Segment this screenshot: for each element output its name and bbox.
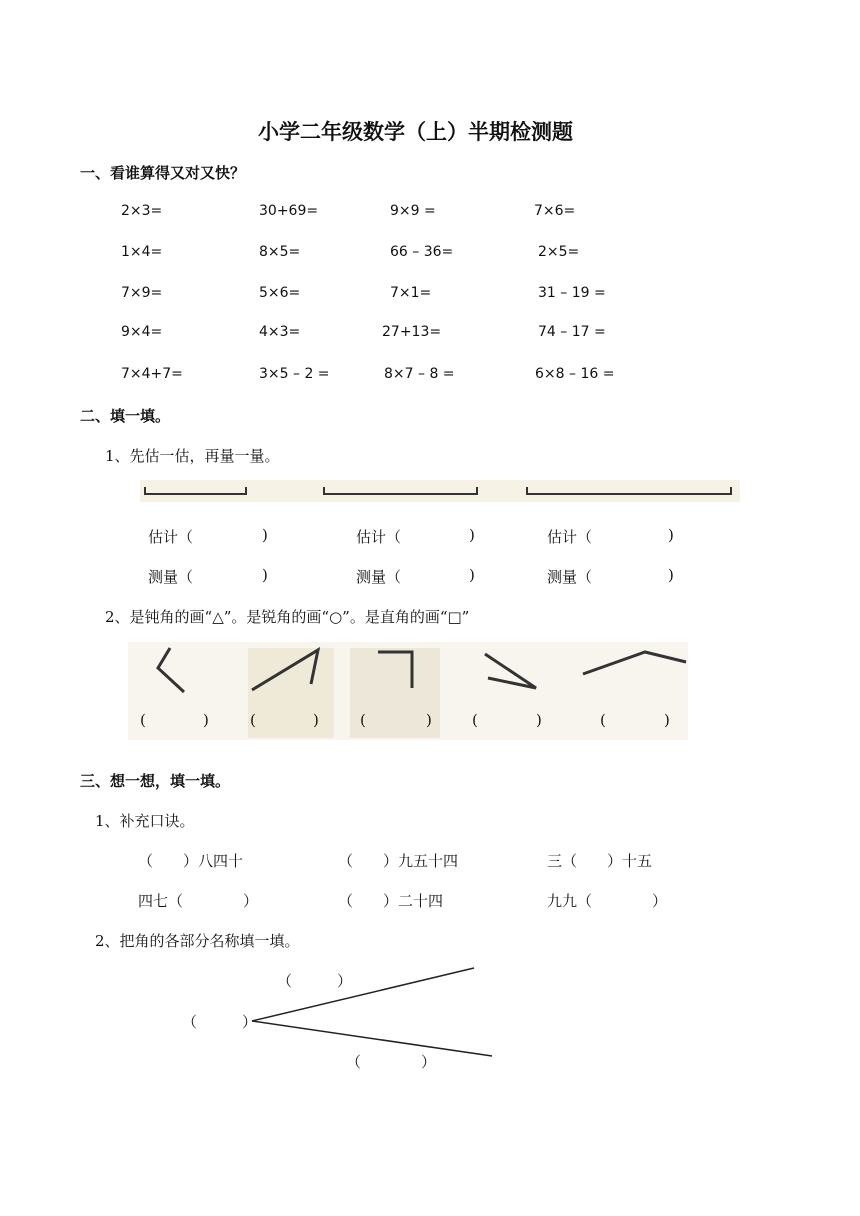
estimate-close: ) xyxy=(262,526,268,544)
estimate-label: 估计（ xyxy=(547,528,593,546)
bracket-open: ( xyxy=(140,711,146,729)
problem: 2×5= xyxy=(538,244,580,260)
bracket-close: ) xyxy=(426,711,432,729)
problem: 8×7 – 8 = xyxy=(384,366,455,382)
bracket-close: ) xyxy=(203,711,209,729)
measure-close: ) xyxy=(262,566,268,584)
problem: 9×4= xyxy=(121,324,163,340)
rhyme-item: 九九（ ） xyxy=(547,892,668,910)
rhyme-item: （ ）九五十四 xyxy=(338,852,459,870)
blank-side: （ ） xyxy=(346,1053,437,1071)
problem: 7×4+7= xyxy=(121,366,183,382)
problem: 3×5 – 2 = xyxy=(259,366,330,382)
problem: 7×9= xyxy=(121,285,163,301)
problem: 7×1= xyxy=(390,285,432,301)
bracket-close: ) xyxy=(664,711,670,729)
bracket-close: ) xyxy=(313,711,319,729)
problem: 5×6= xyxy=(259,285,301,301)
problem: 31 – 19 = xyxy=(538,285,606,301)
bracket-close: ) xyxy=(536,711,542,729)
problem: 66 – 36= xyxy=(390,244,454,260)
problem: 4×3= xyxy=(259,324,301,340)
scan-background xyxy=(140,480,740,502)
problem: 74 – 17 = xyxy=(538,324,606,340)
bracket-open: ( xyxy=(600,711,606,729)
blank-side: （ ） xyxy=(277,972,353,990)
measure-close: ) xyxy=(668,566,674,584)
question-prompt: 1、先估一估，再量一量。 xyxy=(105,447,280,465)
blank-vertex: （ ） xyxy=(182,1013,258,1031)
problem: 9×9 = xyxy=(390,203,436,219)
bracket-open: ( xyxy=(360,711,366,729)
angle-parts-diagram xyxy=(0,960,860,1060)
section2-heading: 二、填一填。 xyxy=(80,407,171,425)
estimate-label: 估计（ xyxy=(148,528,194,546)
measure-label: 测量（ xyxy=(547,568,593,586)
problem: 30+69= xyxy=(259,203,319,219)
rhyme-item: （ ）八四十 xyxy=(138,852,244,870)
question-prompt: 2、把角的各部分名称填一填。 xyxy=(95,932,300,950)
section1-heading: 一、看谁算得又对又快？ xyxy=(80,164,246,182)
question-prompt: 2、是钝角的画“△”。是锐角的画“○”。是直角的画“□” xyxy=(105,608,470,626)
problem: 6×8 – 16 = xyxy=(535,366,615,382)
rhyme-item: 四七（ ） xyxy=(138,892,259,910)
problem: 7×6= xyxy=(534,203,576,219)
section3-heading: 三、想一想，填一填。 xyxy=(80,772,231,790)
scan-background xyxy=(248,648,334,738)
rhyme-item: 三（ ）十五 xyxy=(547,852,653,870)
measure-label: 测量（ xyxy=(356,568,402,586)
measure-close: ) xyxy=(469,566,475,584)
problem: 8×5= xyxy=(259,244,301,260)
estimate-close: ) xyxy=(469,526,475,544)
estimate-label: 估计（ xyxy=(356,528,402,546)
measure-label: 测量（ xyxy=(148,568,194,586)
problem: 27+13= xyxy=(382,324,442,340)
bracket-open: ( xyxy=(250,711,256,729)
problem: 2×3= xyxy=(121,203,163,219)
estimate-close: ) xyxy=(668,526,674,544)
problem: 1×4= xyxy=(121,244,163,260)
page-title: 小学二年级数学（上）半期检测题 xyxy=(258,120,573,144)
bracket-open: ( xyxy=(472,711,478,729)
question-prompt: 1、补充口诀。 xyxy=(95,812,195,830)
rhyme-item: （ ）二十四 xyxy=(338,892,444,910)
measure-segments xyxy=(0,476,860,516)
